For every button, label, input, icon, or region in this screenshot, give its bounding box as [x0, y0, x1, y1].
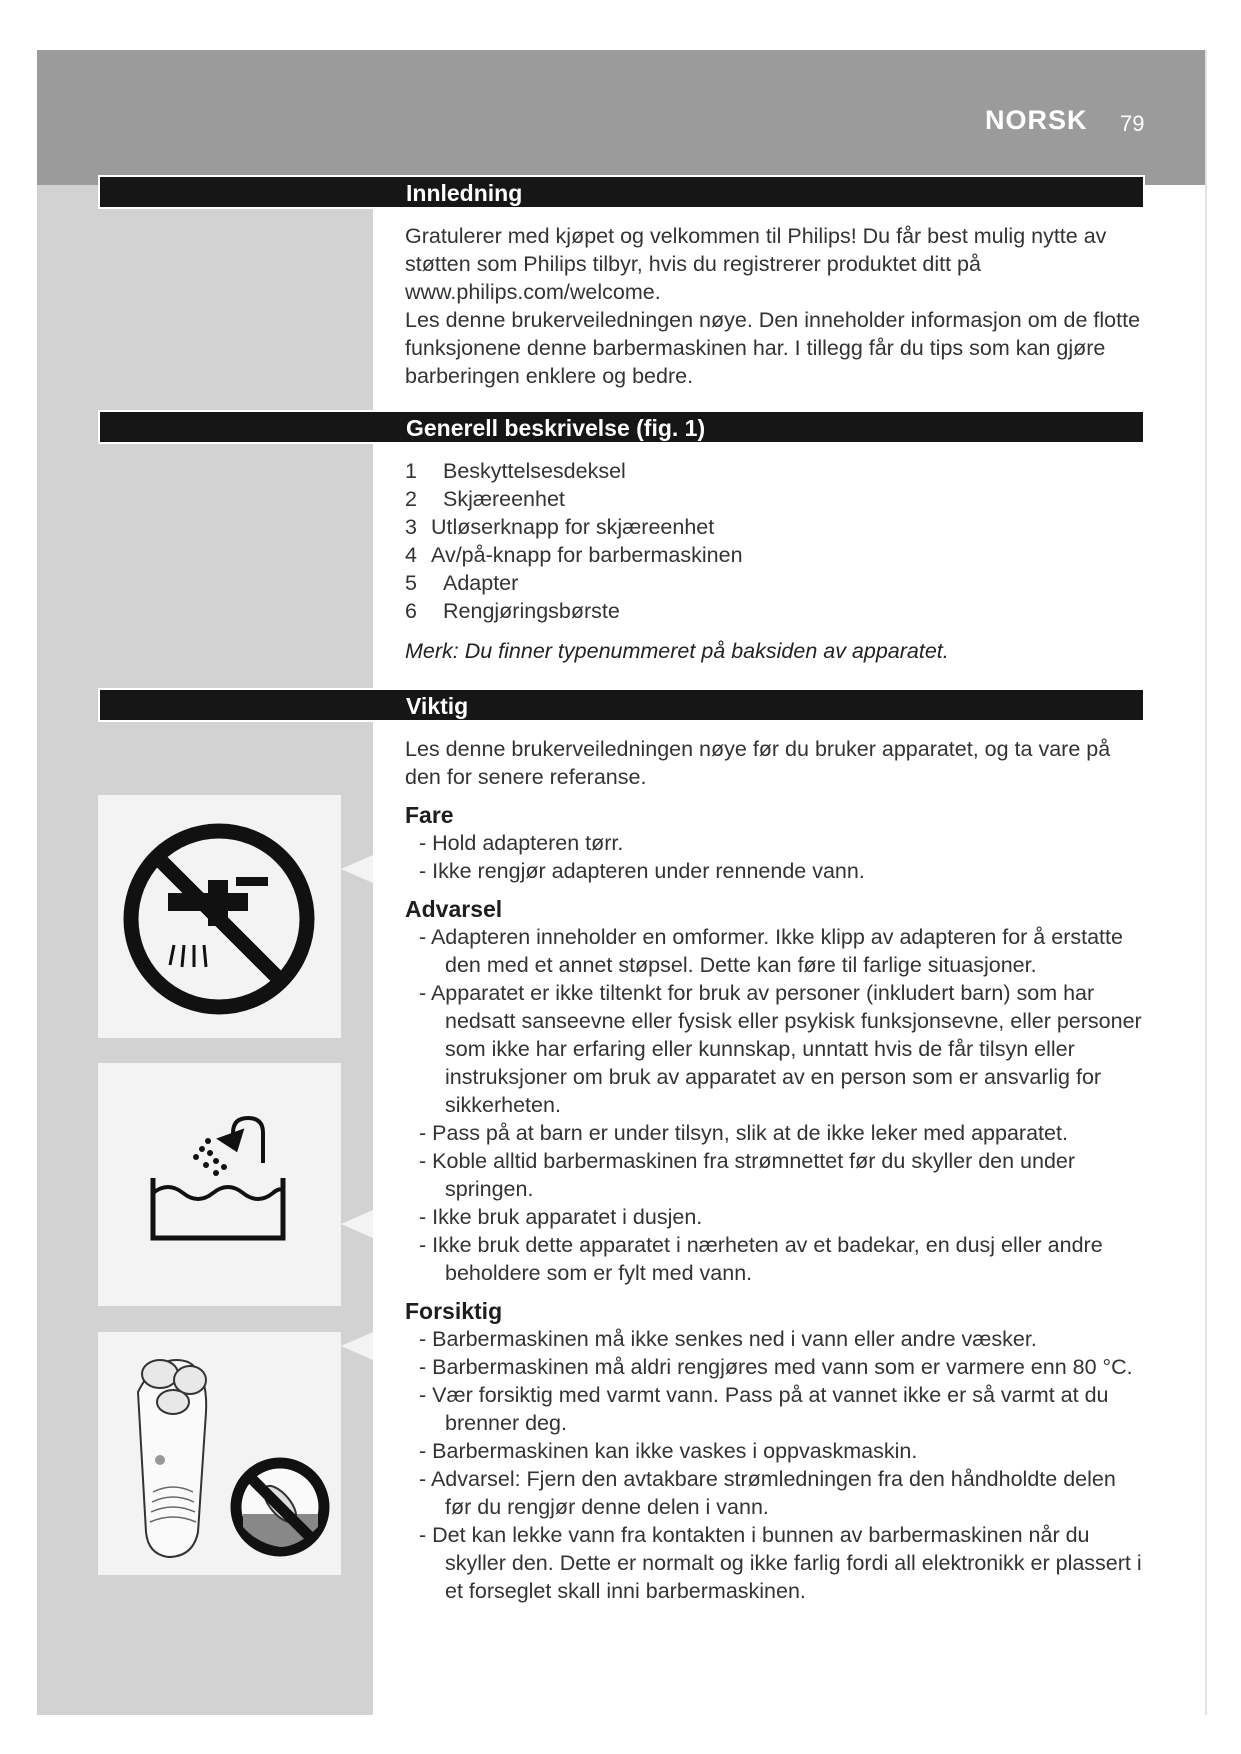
bullet-item: - Hold adapteren tørr. — [419, 831, 624, 855]
danger-heading: Fare — [405, 802, 454, 828]
panel-pointer — [341, 1332, 373, 1360]
bullet-item: - Koble alltid barbermaskinen fra strømnettet før du skyller den under springen. — [419, 1149, 1076, 1201]
bullet-item: - Ikke bruk apparatet i dusjen. — [419, 1205, 703, 1229]
list-item: 6 Rengjøringsbørste — [405, 599, 620, 623]
bullet-item: - Barbermaskinen kan ikke vaskes i oppvaskmaskin. — [419, 1439, 918, 1463]
section-bar-intro — [98, 175, 1145, 209]
description-list — [405, 457, 1145, 665]
illustration-panel-1 — [98, 795, 341, 1038]
list-item: 4 Av/på-knapp for barbermaskinen — [405, 543, 743, 567]
shower-bath-icon — [98, 1063, 341, 1306]
section-title: Innledning — [406, 180, 523, 206]
bullet-item: - Barbermaskinen må aldri rengjøres med vann som er varmere enn 80 °C. — [419, 1355, 1133, 1379]
bullet-item: - Barbermaskinen må ikke senkes ned i vann eller andre væsker. — [419, 1327, 1037, 1351]
section-bar-important — [98, 688, 1145, 722]
list-item: 5 Adapter — [405, 571, 519, 595]
no-tap-water-icon — [98, 795, 341, 1038]
list-item: 1 Beskyttelsesdeksel — [405, 459, 626, 483]
list-item: 3 Utløserknapp for skjæreenhet — [405, 515, 715, 539]
bullet-item: - Pass på at barn er under tilsyn, slik at de ikke leker med apparatet. — [419, 1121, 1068, 1145]
bullet-item: - Ikke bruk dette apparatet i nærheten av et badekar, en dusj eller andre beholdere som er fylt med vann. — [419, 1233, 1103, 1285]
important-text — [405, 735, 1145, 1605]
paragraph: Les denne brukerveiledningen nøye før du bruker apparatet, og ta vare på den for senere referanse. — [405, 737, 1111, 789]
bullet-item: - Vær forsiktig med varmt vann. Pass på at vannet ikke er så varmt at du brenner deg. — [419, 1383, 1109, 1435]
bullet-item: - Ikke rengjør adapteren under rennende vann. — [419, 859, 865, 883]
header-language: NORSK — [985, 105, 1088, 135]
caution-heading: Forsiktig — [405, 1298, 503, 1324]
paragraph: Gratulerer med kjøpet og velkommen til Philips! Du får best mulig nytte av støtten som Philips tilbyr, hvis du registrerer produktet ditt på www.philips.com/welcome. — [405, 224, 1107, 304]
bullet-item: - Det kan lekke vann fra kontakten i bunnen av barbermaskinen når du skyller den. Dette er normalt og ikke farlig fordi all elektronikk er plassert i et forseglet skall inni barbermaskinen. — [419, 1523, 1142, 1603]
section-title: Viktig — [406, 693, 469, 719]
page-number: 79 — [1120, 111, 1145, 136]
illustration-panel-3 — [98, 1332, 341, 1575]
bullet-item: - Advarsel: Fjern den avtakbare strømledningen fra den håndholdte delen før du rengjør denne delen i vann. — [419, 1467, 1116, 1519]
illustration-panel-2 — [98, 1063, 341, 1306]
section-title: Generell beskrivelse (fig. 1) — [406, 415, 706, 441]
intro-text — [405, 222, 1145, 390]
panel-pointer — [341, 1210, 373, 1238]
panel-pointer — [341, 855, 373, 883]
bullet-item: - Apparatet er ikke tiltenkt for bruk av personer (inkludert barn) som har nedsatt sanseevne eller fysisk eller psykisk funksjonsevne, eller personer som ikke har erfaring eller kunnskap, unntatt hvis de får tilsyn eller instruksjoner om bruk av apparatet av en person som er ansvarlig for sikkerheten. — [419, 981, 1142, 1117]
bullet-item: - Adapteren inneholder en omformer. Ikke klipp av adapteren for å erstatte den med et annet støpsel. Dette kan føre til farlige situasjoner. — [419, 925, 1123, 977]
warning-heading: Advarsel — [405, 896, 503, 922]
note: Merk: Du finner typenummeret på baksiden av apparatet. — [405, 639, 949, 663]
list-item: 2 Skjæreenhet — [405, 487, 565, 511]
shaver-no-immersion-icon — [98, 1332, 341, 1575]
paragraph: Les denne brukerveiledningen nøye. Den inneholder informasjon om de flotte funksjonene denne barbermaskinen har. I tillegg får du tips som kan gjøre barberingen enklere og bedre. — [405, 308, 1141, 388]
section-bar-description — [98, 410, 1145, 444]
